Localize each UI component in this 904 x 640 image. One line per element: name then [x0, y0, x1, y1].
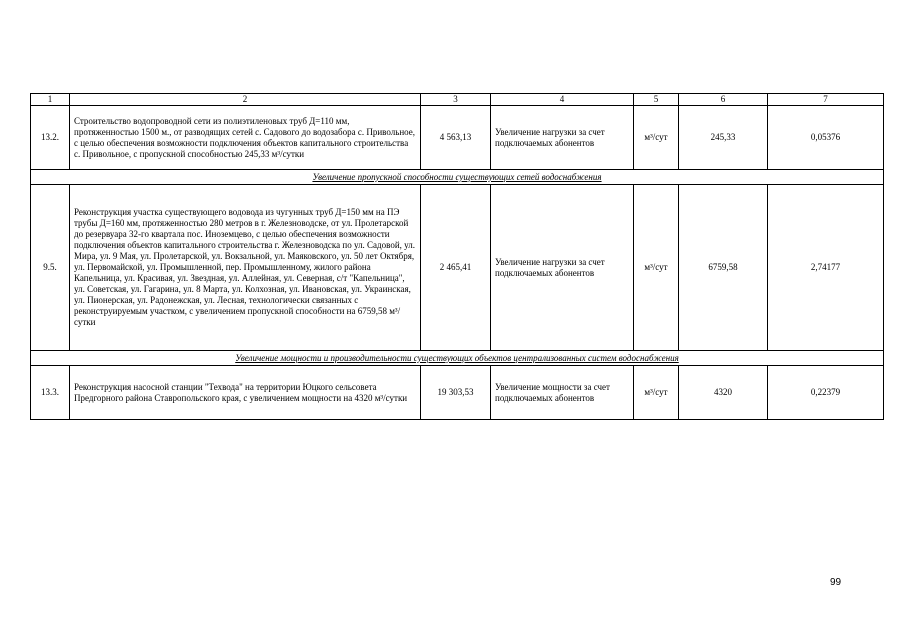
row-value: 0,05376	[768, 106, 884, 170]
row-unit: м³/сут	[634, 366, 679, 420]
section-row	[31, 351, 884, 366]
header-cell: 4	[491, 94, 634, 106]
row-description: Реконструкция участка существующего водовода из чугунных труб Д=150 мм на ПЭ трубы Д=160 мм, протяженностью 280 метров в г. Железноводске, от ул. Пролетарской до резервуара 32-го квартала пос. Иноземцево, с целью обеспечения возможности подключения объектов капитального строительства г. Железноводска по ул. Садовой, ул. Мира, ул. 9 Мая, ул. Пролетарской, ул. Вокзальной, ул. Маяковского, ул. 50 лет Октября, ул. Первомайской, ул. Промышленной, пер. Промышленному, жилого района Капельница, ул. Красивая, ул. Звездная, ул. Аллейная, ул. Северная, с/т "Капельница", ул. Советская, ул. Гагарина, ул. 8 Марта, ул. Колхозная, ул. Ивановская, ул. Украинская, ул. Пионерская, ул. Радонежская, ул. Лесная, технологически связанных с реконструируемым участком, с увеличением пропускной способности на 6759,58 м³/сутки	[70, 185, 421, 351]
row-number: 13.3.	[31, 366, 70, 420]
header-row	[31, 94, 884, 106]
header-cell: 7	[768, 94, 884, 106]
row-capacity: 245,33	[679, 106, 768, 170]
table-row	[31, 185, 884, 351]
row-number: 13.2.	[31, 106, 70, 170]
row-description: Реконструкция насосной станции "Техвода" на территории Юцкого сельсовета Предгорного района Ставропольского края, с увеличением мощности на 4320 м³/сутки	[70, 366, 421, 420]
table-row	[31, 106, 884, 170]
section-title: Увеличение пропускной способности существующих сетей водоснабжения	[31, 170, 884, 185]
row-unit: м³/сут	[634, 185, 679, 351]
row-purpose: Увеличение нагрузки за счет подключаемых абонентов	[491, 185, 634, 351]
section-title: Увеличение мощности и производительности существующих объектов централизованных систем водоснабжения	[31, 351, 884, 366]
row-cost: 4 563,13	[421, 106, 491, 170]
header-cell: 3	[421, 94, 491, 106]
row-number: 9.5.	[31, 185, 70, 351]
row-value: 2,74177	[768, 185, 884, 351]
row-cost: 2 465,41	[421, 185, 491, 351]
row-unit: м³/сут	[634, 106, 679, 170]
row-capacity: 4320	[679, 366, 768, 420]
page-number: 99	[830, 577, 842, 588]
row-cost: 19 303,53	[421, 366, 491, 420]
header-cell: 2	[70, 94, 421, 106]
row-value: 0,22379	[768, 366, 884, 420]
investment-table	[30, 93, 884, 420]
row-purpose: Увеличение мощности за счет подключаемых абонентов	[491, 366, 634, 420]
table-row	[31, 366, 884, 420]
row-capacity: 6759,58	[679, 185, 768, 351]
section-row	[31, 170, 884, 185]
row-description: Строительство водопроводной сети из полиэтиленовых труб Д=110 мм, протяженностью 1500 м., от разводящих сетей с. Садового до водозабора с. Привольное, с целью обеспечения возможности подключения объектов капитального строительства с. Привольное, с пропускной способностью 245,33 м³/сутки	[70, 106, 421, 170]
header-cell: 5	[634, 94, 679, 106]
header-cell: 6	[679, 94, 768, 106]
row-purpose: Увеличение нагрузки за счет подключаемых абонентов	[491, 106, 634, 170]
header-cell: 1	[31, 94, 70, 106]
